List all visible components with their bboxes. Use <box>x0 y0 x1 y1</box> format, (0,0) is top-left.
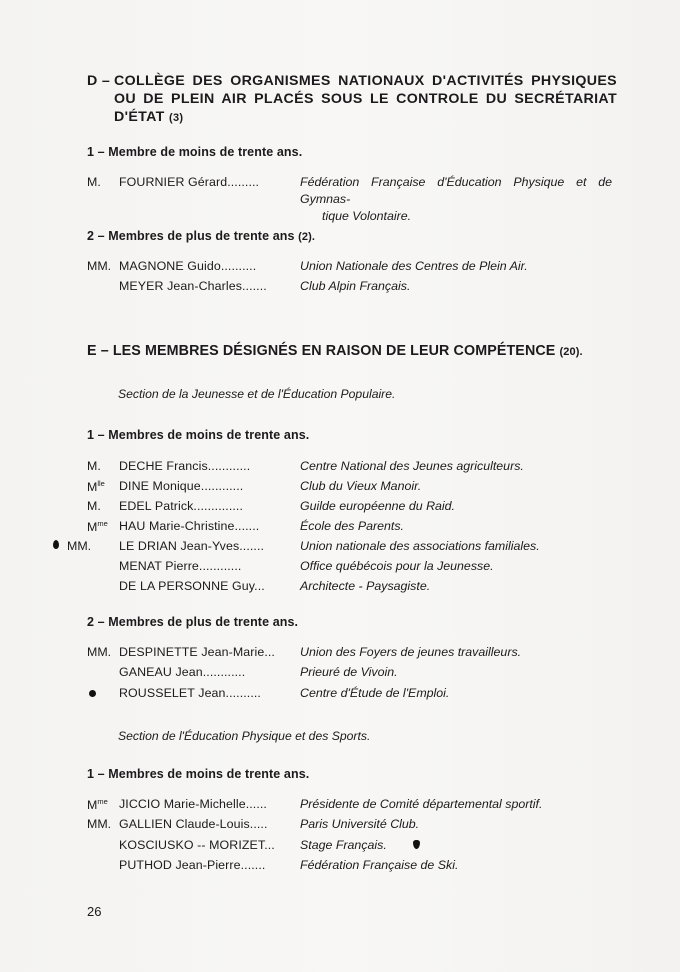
entry-title: $M^{me}$ <box>87 797 108 812</box>
entry-name: MAGNONE Guido.......... <box>119 259 257 273</box>
entry-organization: Centre National des Jeunes agriculteurs. <box>300 459 524 473</box>
entry-title: MM. <box>87 645 112 659</box>
entry-organization: Centre d'Étude de l'Emploi. <box>300 686 450 700</box>
subsection-label: Section de la Jeunesse et de l'Éducation Populaire. <box>118 387 396 401</box>
entry-organization: Architecte - Paysagiste. <box>300 579 431 593</box>
entry-organization: Club Alpin Français. <box>300 279 411 293</box>
entry-name: PUTHOD Jean-Pierre....... <box>119 858 266 872</box>
entry-name: GALLIEN Claude-Louis..... <box>119 817 268 831</box>
entry-name: DE LA PERSONNE Guy... <box>119 579 265 593</box>
entry-organization: Union nationale des associations familiales. <box>300 539 540 553</box>
entry-title: $M^{lle}$ <box>87 479 105 494</box>
college-d-letter: D – <box>87 73 111 89</box>
group-heading: 1 – Membres de moins de trente ans. <box>87 767 310 781</box>
entry-organization: Club du Vieux Manoir. <box>300 479 422 493</box>
entry-organization: Union des Foyers de jeunes travailleurs. <box>300 645 522 659</box>
entry-name: DINE Monique............ <box>119 479 244 493</box>
entry-title: MM. <box>67 539 92 553</box>
entry-organization: Stage Français. <box>300 838 387 852</box>
entry-name: MENAT Pierre............ <box>119 559 242 573</box>
entry-organization: Office québécois pour la Jeunesse. <box>300 559 494 573</box>
entry-organization: Fédération Française d'Éducation Physique et de Gymnas- tique Volontaire. <box>300 175 612 223</box>
entry-title: M. <box>87 175 101 189</box>
entry-title: M. <box>87 459 101 473</box>
entry-organization: Fédération Française de Ski. <box>300 858 459 872</box>
group-heading: 1 – Membre de moins de trente ans. <box>87 145 303 159</box>
entry-organization: Guilde européenne du Raid. <box>300 499 455 513</box>
subsection-label: Section de l'Éducation Physique et des Sports. <box>118 729 371 743</box>
entry-organization: Prieuré de Vivoin. <box>300 665 398 679</box>
entry-title: MM. <box>87 259 112 273</box>
group-heading: 2 – Membres de plus de trente ans. <box>87 615 299 629</box>
entry-name: DESPINETTE Jean-Marie... <box>119 645 275 659</box>
college-d-title: COLLÈGE DES ORGANISMES NATIONAUX D'ACTIVITÉS PHYSIQUES OU DE PLEIN AIR PLACÉS SOUS LE CONTROLE DU SECRÉTARIAT D'ÉTAT <box>114 73 617 125</box>
college-d-count: (3) <box>168 112 184 124</box>
entry-organization: Union Nationale des Centres de Plein Air. <box>300 259 528 273</box>
entry-organization: École des Parents. <box>300 519 405 533</box>
section-e-heading: E – LES MEMBRES DÉSIGNÉS EN RAISON DE LEUR COMPÉTENCE (20). <box>87 343 583 359</box>
entry-name: MEYER Jean-Charles....... <box>119 279 267 293</box>
entry-title: M. <box>87 499 101 513</box>
entry-title: $M^{me}$ <box>87 519 108 534</box>
entry-organization: Paris Université Club. <box>300 817 420 831</box>
page-number: 26 <box>87 904 102 919</box>
entry-name: ROUSSELET Jean.......... <box>119 686 261 700</box>
margin-bullet-mark <box>413 840 420 849</box>
entry-name: FOURNIER Gérard......... <box>119 175 260 189</box>
group-heading: 2 – Membres de plus de trente ans (2). <box>87 229 316 243</box>
entry-name: HAU Marie-Christine....... <box>119 519 260 533</box>
margin-bullet-mark <box>89 690 96 697</box>
entry-name: KOSCIUSKO -- MORIZET... <box>119 838 275 852</box>
margin-bullet-mark <box>53 540 59 549</box>
entry-name: DECHE Francis............ <box>119 459 251 473</box>
entry-title: MM. <box>87 817 112 831</box>
group-heading: 1 – Membres de moins de trente ans. <box>87 428 310 442</box>
entry-name: GANEAU Jean............ <box>119 665 246 679</box>
entry-name: JICCIO Marie-Michelle...... <box>119 797 267 811</box>
entry-name: LE DRIAN Jean-Yves....... <box>119 539 265 553</box>
entry-name: EDEL Patrick.............. <box>119 499 244 513</box>
college-d-heading <box>87 72 617 127</box>
entry-organization: Présidente de Comité départemental sportif. <box>300 797 543 811</box>
